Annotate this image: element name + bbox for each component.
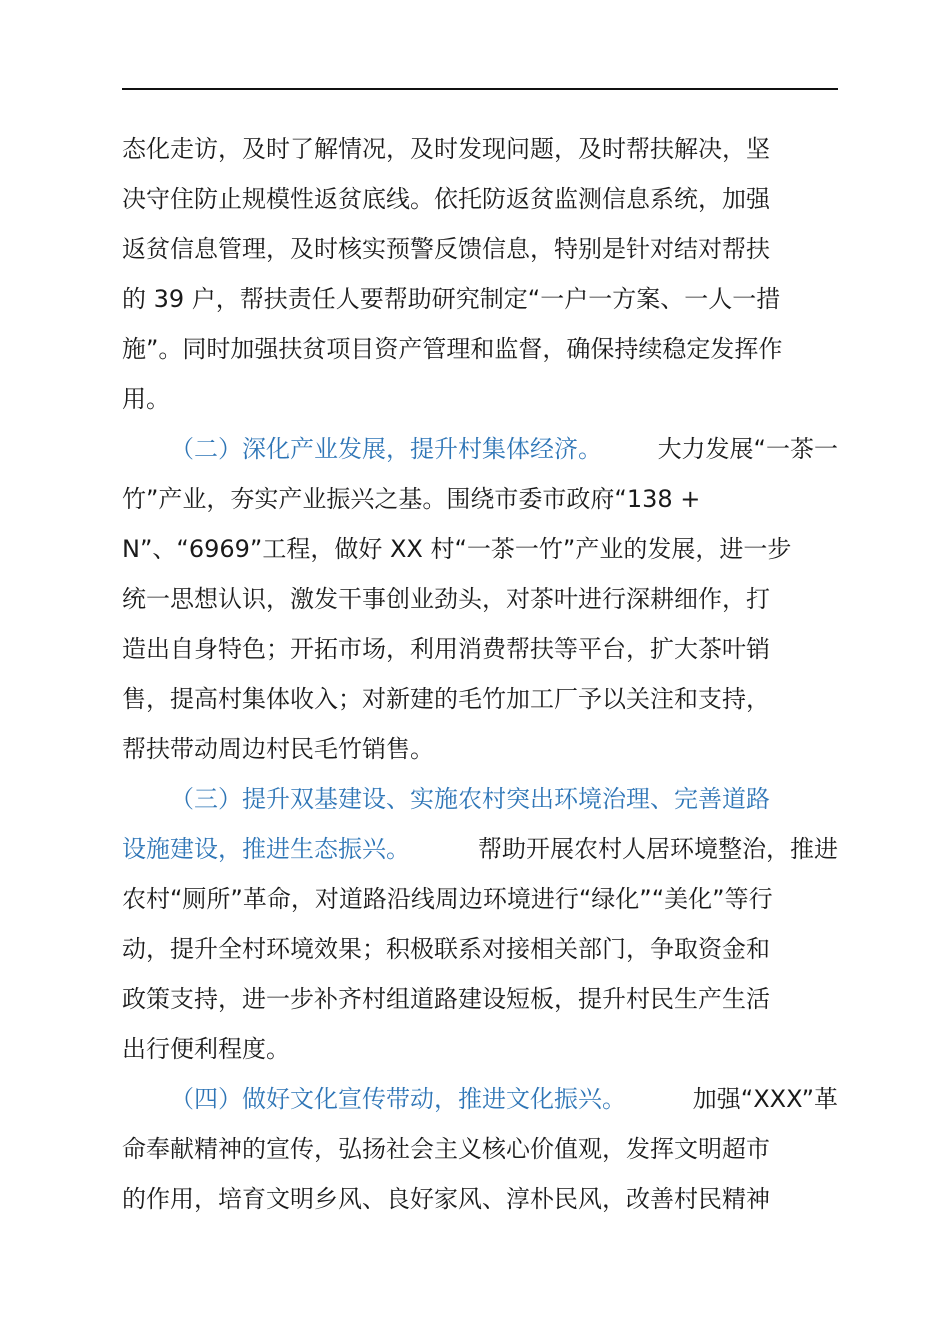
section-heading: （四）做好文化宣传带动，推进文化振兴。 (170, 1085, 626, 1113)
document-body (122, 124, 838, 1224)
text-line: 施”。同时加强扶贫项目资产管理和监督，确保持续稳定发挥作 (122, 335, 783, 363)
section-heading: 设施建设，推进生态振兴。 (122, 835, 410, 863)
text-line: 的作用，培育文明乡风、良好家风、淳朴民风，改善村民精神 (122, 1185, 770, 1213)
text-line: 命奉献精神的宣传，弘扬社会主义核心价值观，发挥文明超市 (122, 1135, 770, 1163)
section-heading-line: （二）深化产业发展，提升村集体经济。 大力发展“一茶一 (122, 424, 838, 474)
text-line: 统一思想认识，激发干事创业劲头，对茶叶进行深耕细作，打 (122, 585, 770, 613)
text-line: 的 39 户，帮扶责任人要帮助研究制定“一户一方案、一人一措 (122, 285, 781, 313)
text-line: 竹”产业，夯实产业振兴之基。围绕市委市政府“138 + (122, 485, 701, 513)
text-line: 动，提升全村环境效果；积极联系对接相关部门，争取资金和 (122, 935, 770, 963)
text-line: 决守住防止规模性返贫底线。依托防返贫监测信息系统，加强 (122, 185, 770, 213)
section-heading-line: （四）做好文化宣传带动，推进文化振兴。 加强“XXX”革 (122, 1074, 838, 1124)
section-heading: （二）深化产业发展，提升村集体经济。 (170, 435, 602, 463)
text-line: 态化走访，及时了解情况，及时发现问题，及时帮扶解决，坚 (122, 135, 770, 163)
section-heading-line (122, 774, 838, 824)
text-line: N”、“6969”工程，做好 XX 村“一茶一竹”产业的发展，进一步 (122, 535, 792, 563)
section-heading-line: 设施建设，推进生态振兴。 帮助开展农村人居环境整治，推进 (122, 824, 838, 874)
text-line: 售，提高村集体收入；对新建的毛竹加工厂予以关注和支持， (122, 685, 770, 713)
header-rule (122, 88, 838, 90)
text-line: 出行便利程度。 (122, 1035, 290, 1063)
text-line: 农村“厕所”革命，对道路沿线周边环境进行“绿化”“美化”等行 (122, 885, 773, 913)
section-heading: （三）提升双基建设、实施农村突出环境治理、完善道路 (170, 785, 770, 813)
text-line: 用。 (122, 385, 170, 413)
text-line: 返贫信息管理，及时核实预警反馈信息，特别是针对结对帮扶 (122, 235, 770, 263)
text-line: 政策支持，进一步补齐村组道路建设短板，提升村民生产生活 (122, 985, 770, 1013)
text-line: 帮扶带动周边村民毛竹销售。 (122, 735, 434, 763)
text-line: 造出自身特色；开拓市场，利用消费帮扶等平台，扩大茶叶销 (122, 635, 770, 663)
